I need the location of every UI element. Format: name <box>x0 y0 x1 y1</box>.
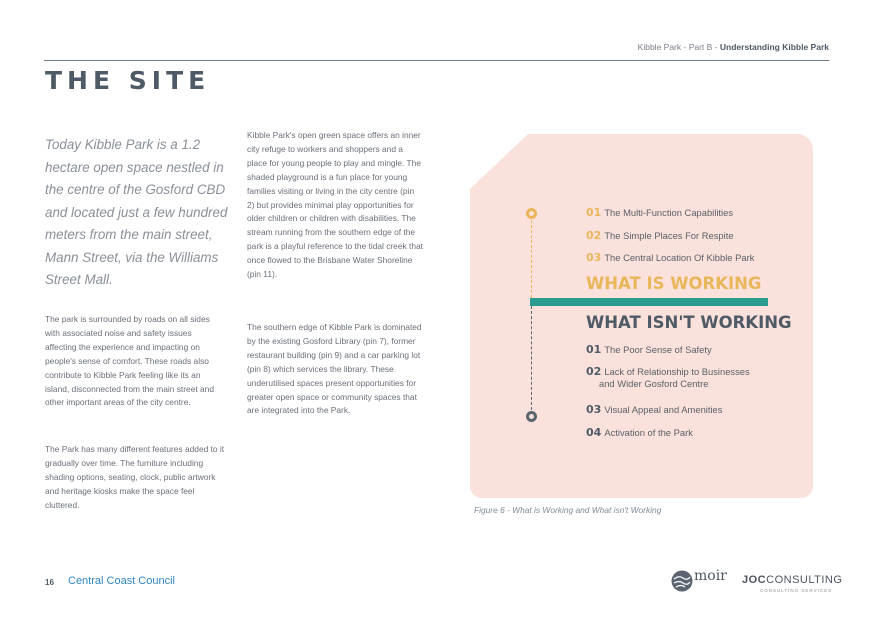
not-working-item-number: 04 <box>586 426 602 439</box>
working-item-number: 03 <box>586 251 602 264</box>
working-item-text: The Simple Places For Respite <box>604 230 734 241</box>
divider-bar <box>530 298 768 306</box>
moir-logo-icon <box>670 569 694 593</box>
header-rule <box>44 60 829 61</box>
not-working-item-number: 03 <box>586 403 602 416</box>
header-prefix: Kibble Park - Part B - <box>637 42 718 52</box>
working-start-circle-icon <box>526 208 537 219</box>
not-working-item-text-line2: and Wider Gosford Centre <box>599 378 709 389</box>
joc-logo-rest: CONSULTING <box>766 574 843 586</box>
joc-logo-subtitle: CONSULTING SERVICES <box>760 588 833 593</box>
working-item-1 <box>586 206 733 219</box>
working-item-number: 01 <box>586 206 602 219</box>
working-item-text: The Multi-Function Capabilities <box>604 207 734 218</box>
not-working-item-number: 01 <box>586 343 602 356</box>
body-paragraph-2: The Park has many different features added to it gradually over time. The furniture including shading options, seating, clock, public artwork and heritage kiosks make the space feel cluttered. <box>45 444 225 510</box>
working-item-text: The Central Location Of Kibble Park <box>604 252 755 263</box>
moir-logo-text: moir <box>694 568 727 584</box>
not-working-item-2 <box>586 365 750 389</box>
not-working-item-text: Lack of Relationship to Businesses <box>604 366 750 377</box>
what-isnt-working-heading: WHAT ISN'T WORKING <box>586 313 792 332</box>
not-working-item-4 <box>586 426 693 439</box>
working-dashed-line <box>531 220 532 298</box>
running-header <box>638 42 829 52</box>
figure-caption: Figure 6 - What is Working and What isn't Working <box>474 505 662 515</box>
joc-logo-bold: JOC <box>742 574 767 586</box>
working-item-number: 02 <box>586 229 602 242</box>
not-working-dashed-line <box>531 306 532 410</box>
body-paragraph-4: The southern edge of Kibble Park is dominated by the existing Gosford Library (pin 7), former restaurant building (pin 9) and a car parking lot (pin 8) which services the library. These underutilised spaces present opportunities for greater open space or community spaces that are integrated into the Park. <box>247 322 422 416</box>
lead-paragraph: Today Kibble Park is a 1.2 hectare open space nestled in the centre of the Gosford CBD and located just a few hundred meters from the main street, Mann Street, via the Williams Street Mall. <box>45 137 228 287</box>
not-working-end-circle-icon <box>526 411 537 422</box>
not-working-item-3 <box>586 403 722 416</box>
body-paragraph-1: The park is surrounded by roads on all sides with associated noise and safety issues affecting the experience and impacting on people's sense of comfort. These roads also contribute to Kibble Park feeling like its an island, disconnected from the main street and other important areas of the city centre. <box>45 314 214 408</box>
what-is-working-heading: WHAT IS WORKING <box>586 274 762 293</box>
not-working-item-1 <box>586 343 712 356</box>
page-title: THE SITE <box>45 66 211 95</box>
working-item-3 <box>586 251 754 264</box>
page-number: 16 <box>45 578 54 587</box>
header-section: Understanding Kibble Park <box>719 42 829 52</box>
joc-consulting-logo <box>742 574 842 586</box>
not-working-item-text: The Poor Sense of Safety <box>604 344 712 355</box>
not-working-item-text: Visual Appeal and Amenities <box>604 404 723 415</box>
not-working-item-number: 02 <box>586 365 602 378</box>
working-item-2 <box>586 229 734 242</box>
council-name: Central Coast Council <box>68 575 175 587</box>
body-paragraph-3: Kibble Park's open green space offers an inner city refuge to workers and shoppers and a place for young people to play and mingle. The shaded playground is a fun place for young families visiting or living in the city centre (pin 2) but provides minimal play opportunities for older children or children with disabilities. The stream running from the southern edge of the park is a playful reference to the tidal creek that once flowed to the Brisbane Water Shoreline (pin 11). <box>247 130 423 280</box>
not-working-item-text: Activation of the Park <box>604 427 693 438</box>
